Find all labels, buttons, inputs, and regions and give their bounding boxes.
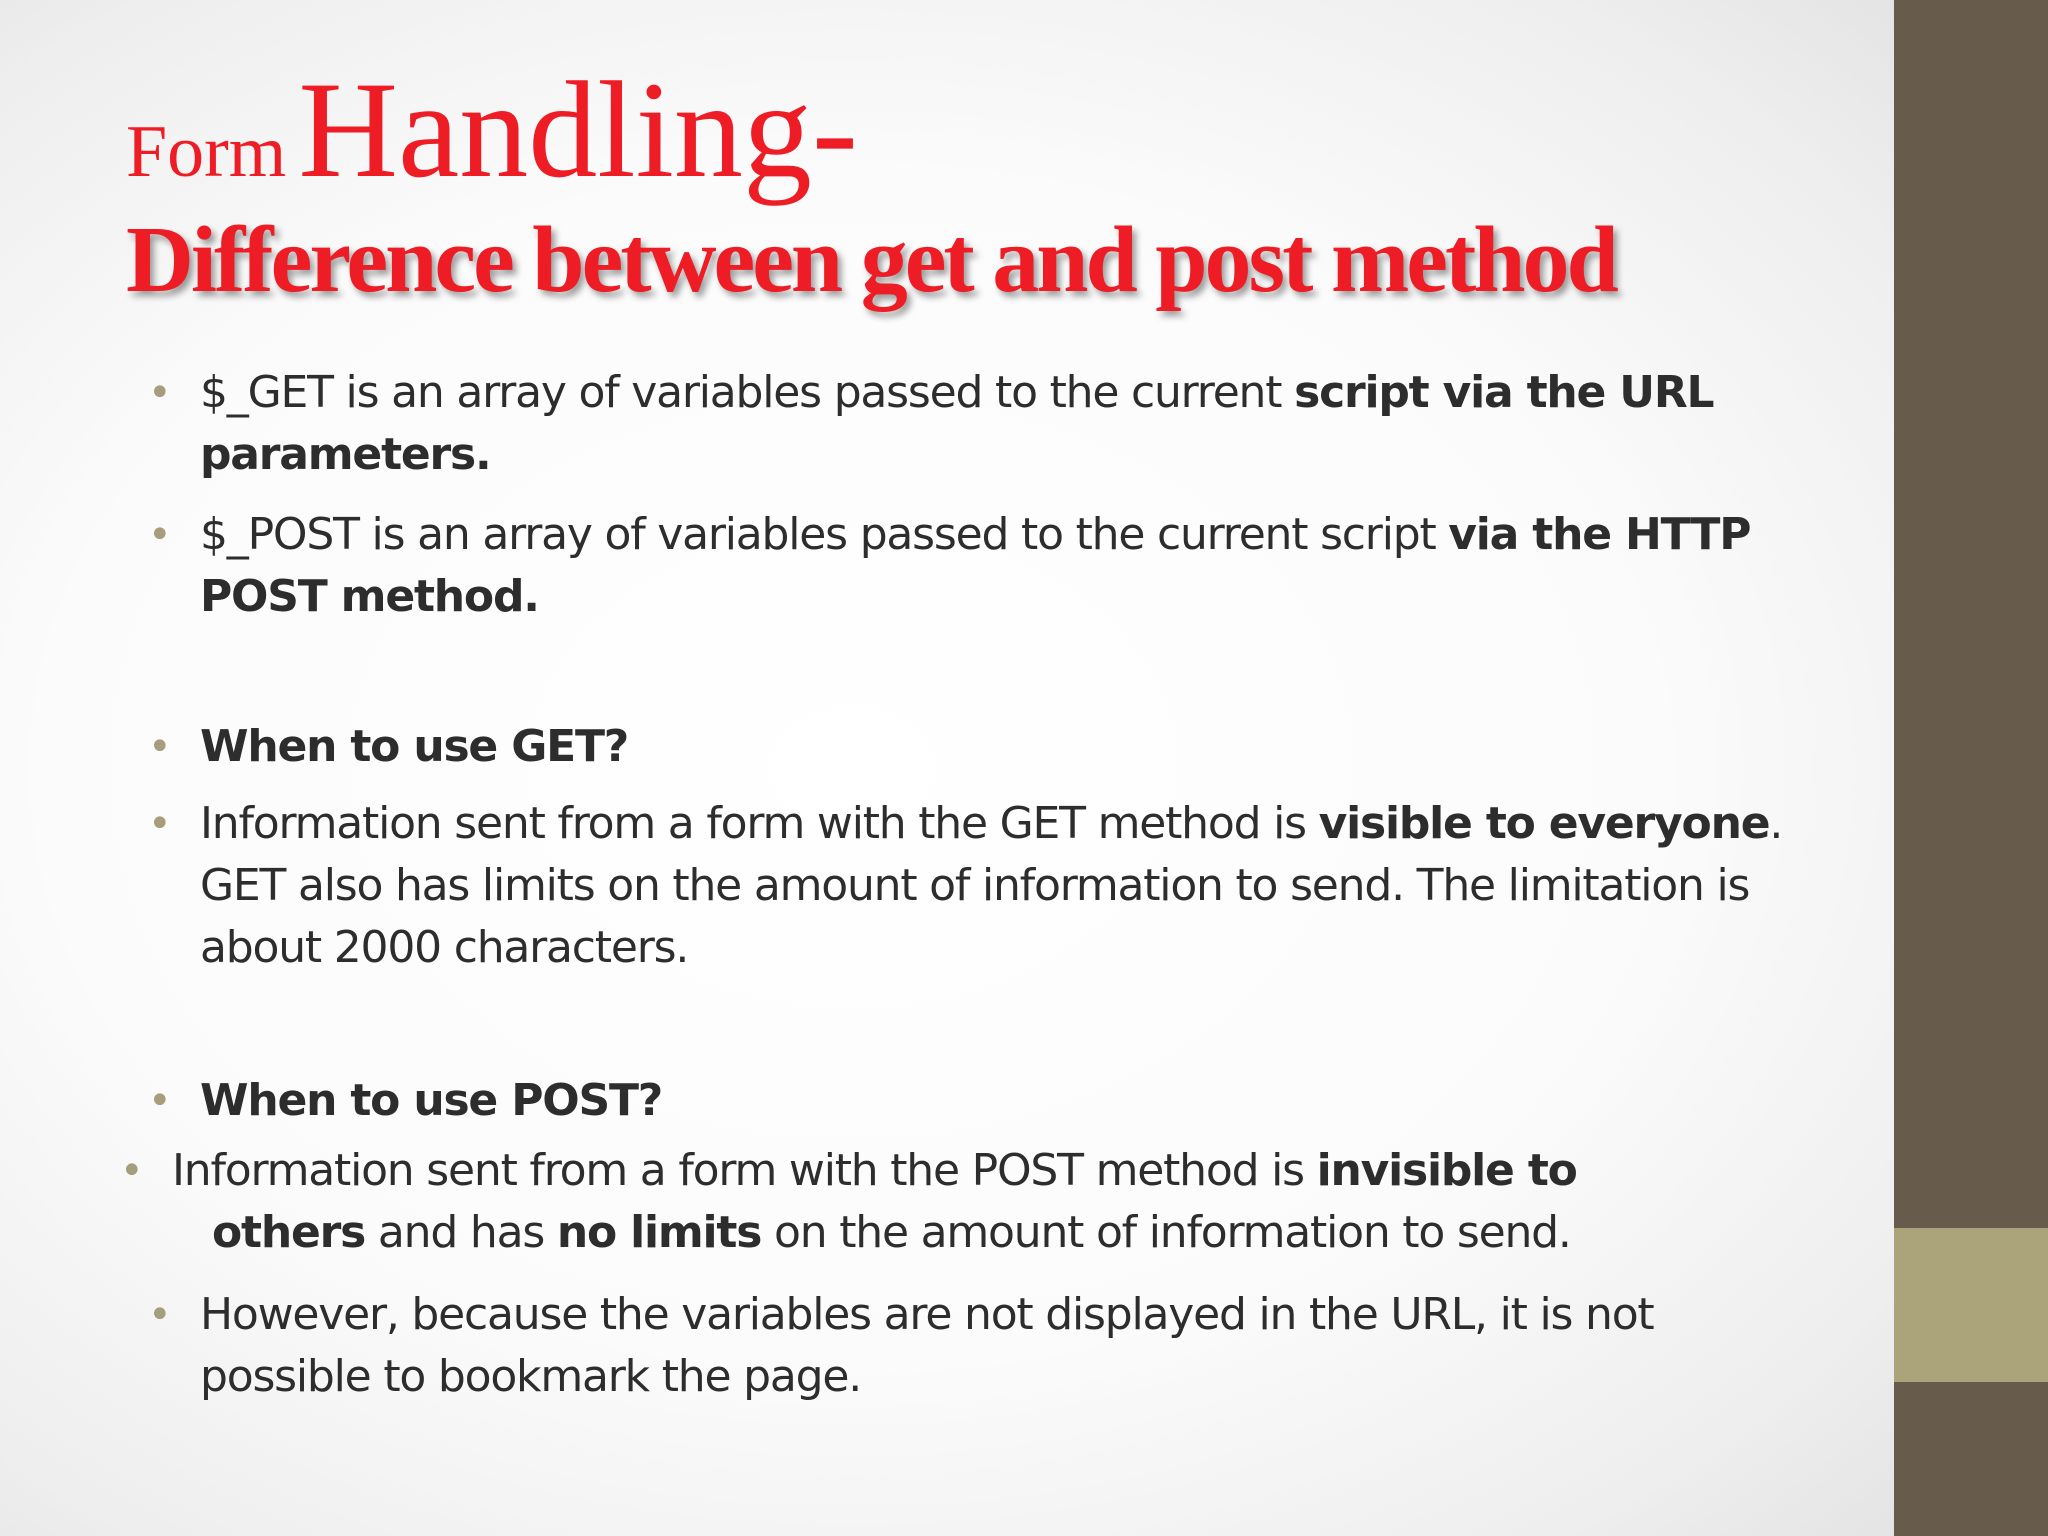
bullet-text-bold: others bbox=[212, 1207, 366, 1258]
list-item bbox=[148, 504, 1810, 628]
list-item bbox=[148, 362, 1810, 486]
bullet-heading: When to use GET? bbox=[200, 721, 629, 772]
bullet-icon: • bbox=[148, 801, 171, 847]
bullet-icon: • bbox=[148, 1078, 171, 1124]
bullet-text-bold: visible to everyone bbox=[1318, 798, 1770, 849]
side-decoration-accent bbox=[1894, 1228, 2048, 1382]
bullet-icon: • bbox=[148, 512, 171, 558]
bullet-text: Information sent from a form with the POST method is bbox=[172, 1145, 1317, 1196]
bullet-text: Information sent from a form with the GET method is bbox=[200, 798, 1319, 849]
bullet-text: on the amount of information to send. bbox=[761, 1207, 1571, 1258]
list-item bbox=[148, 716, 1810, 778]
bullet-icon: • bbox=[148, 370, 171, 416]
side-decoration-bar bbox=[1894, 0, 2048, 1536]
bullet-text-bold: script via the URL parameters. bbox=[200, 367, 1714, 480]
list-item bbox=[148, 1284, 1810, 1408]
bullet-text: $_POST is an array of variables passed to the current script bbox=[200, 509, 1449, 560]
bullet-icon: • bbox=[148, 724, 171, 770]
list-item bbox=[148, 1070, 1810, 1132]
bullet-text: and has bbox=[365, 1207, 557, 1258]
bullet-icon: • bbox=[148, 1292, 171, 1338]
bullet-text: . GET also has limits on the amount of information to send. The limitation is about 2000 characters. bbox=[200, 798, 1783, 973]
title-handling: Handling- bbox=[298, 53, 858, 206]
bullet-icon: • bbox=[120, 1148, 143, 1194]
bullet-heading: When to use POST? bbox=[200, 1075, 663, 1126]
title-form: Form bbox=[126, 111, 287, 193]
bullet-text-bold: via the HTTP POST method. bbox=[200, 509, 1751, 622]
title-subtitle: Difference between get and post method bbox=[126, 208, 1616, 312]
list-item bbox=[120, 1140, 1812, 1264]
bullet-text-bold: no limits bbox=[556, 1207, 762, 1258]
bullet-text: $_GET is an array of variables passed to the current bbox=[200, 367, 1295, 418]
bullet-text-bold: invisible to bbox=[1316, 1145, 1577, 1196]
bullet-continuation bbox=[172, 1202, 1812, 1264]
list-item bbox=[148, 793, 1810, 979]
bullet-text: However, because the variables are not displayed in the URL, it is not possible to bookmark the page. bbox=[200, 1289, 1654, 1402]
